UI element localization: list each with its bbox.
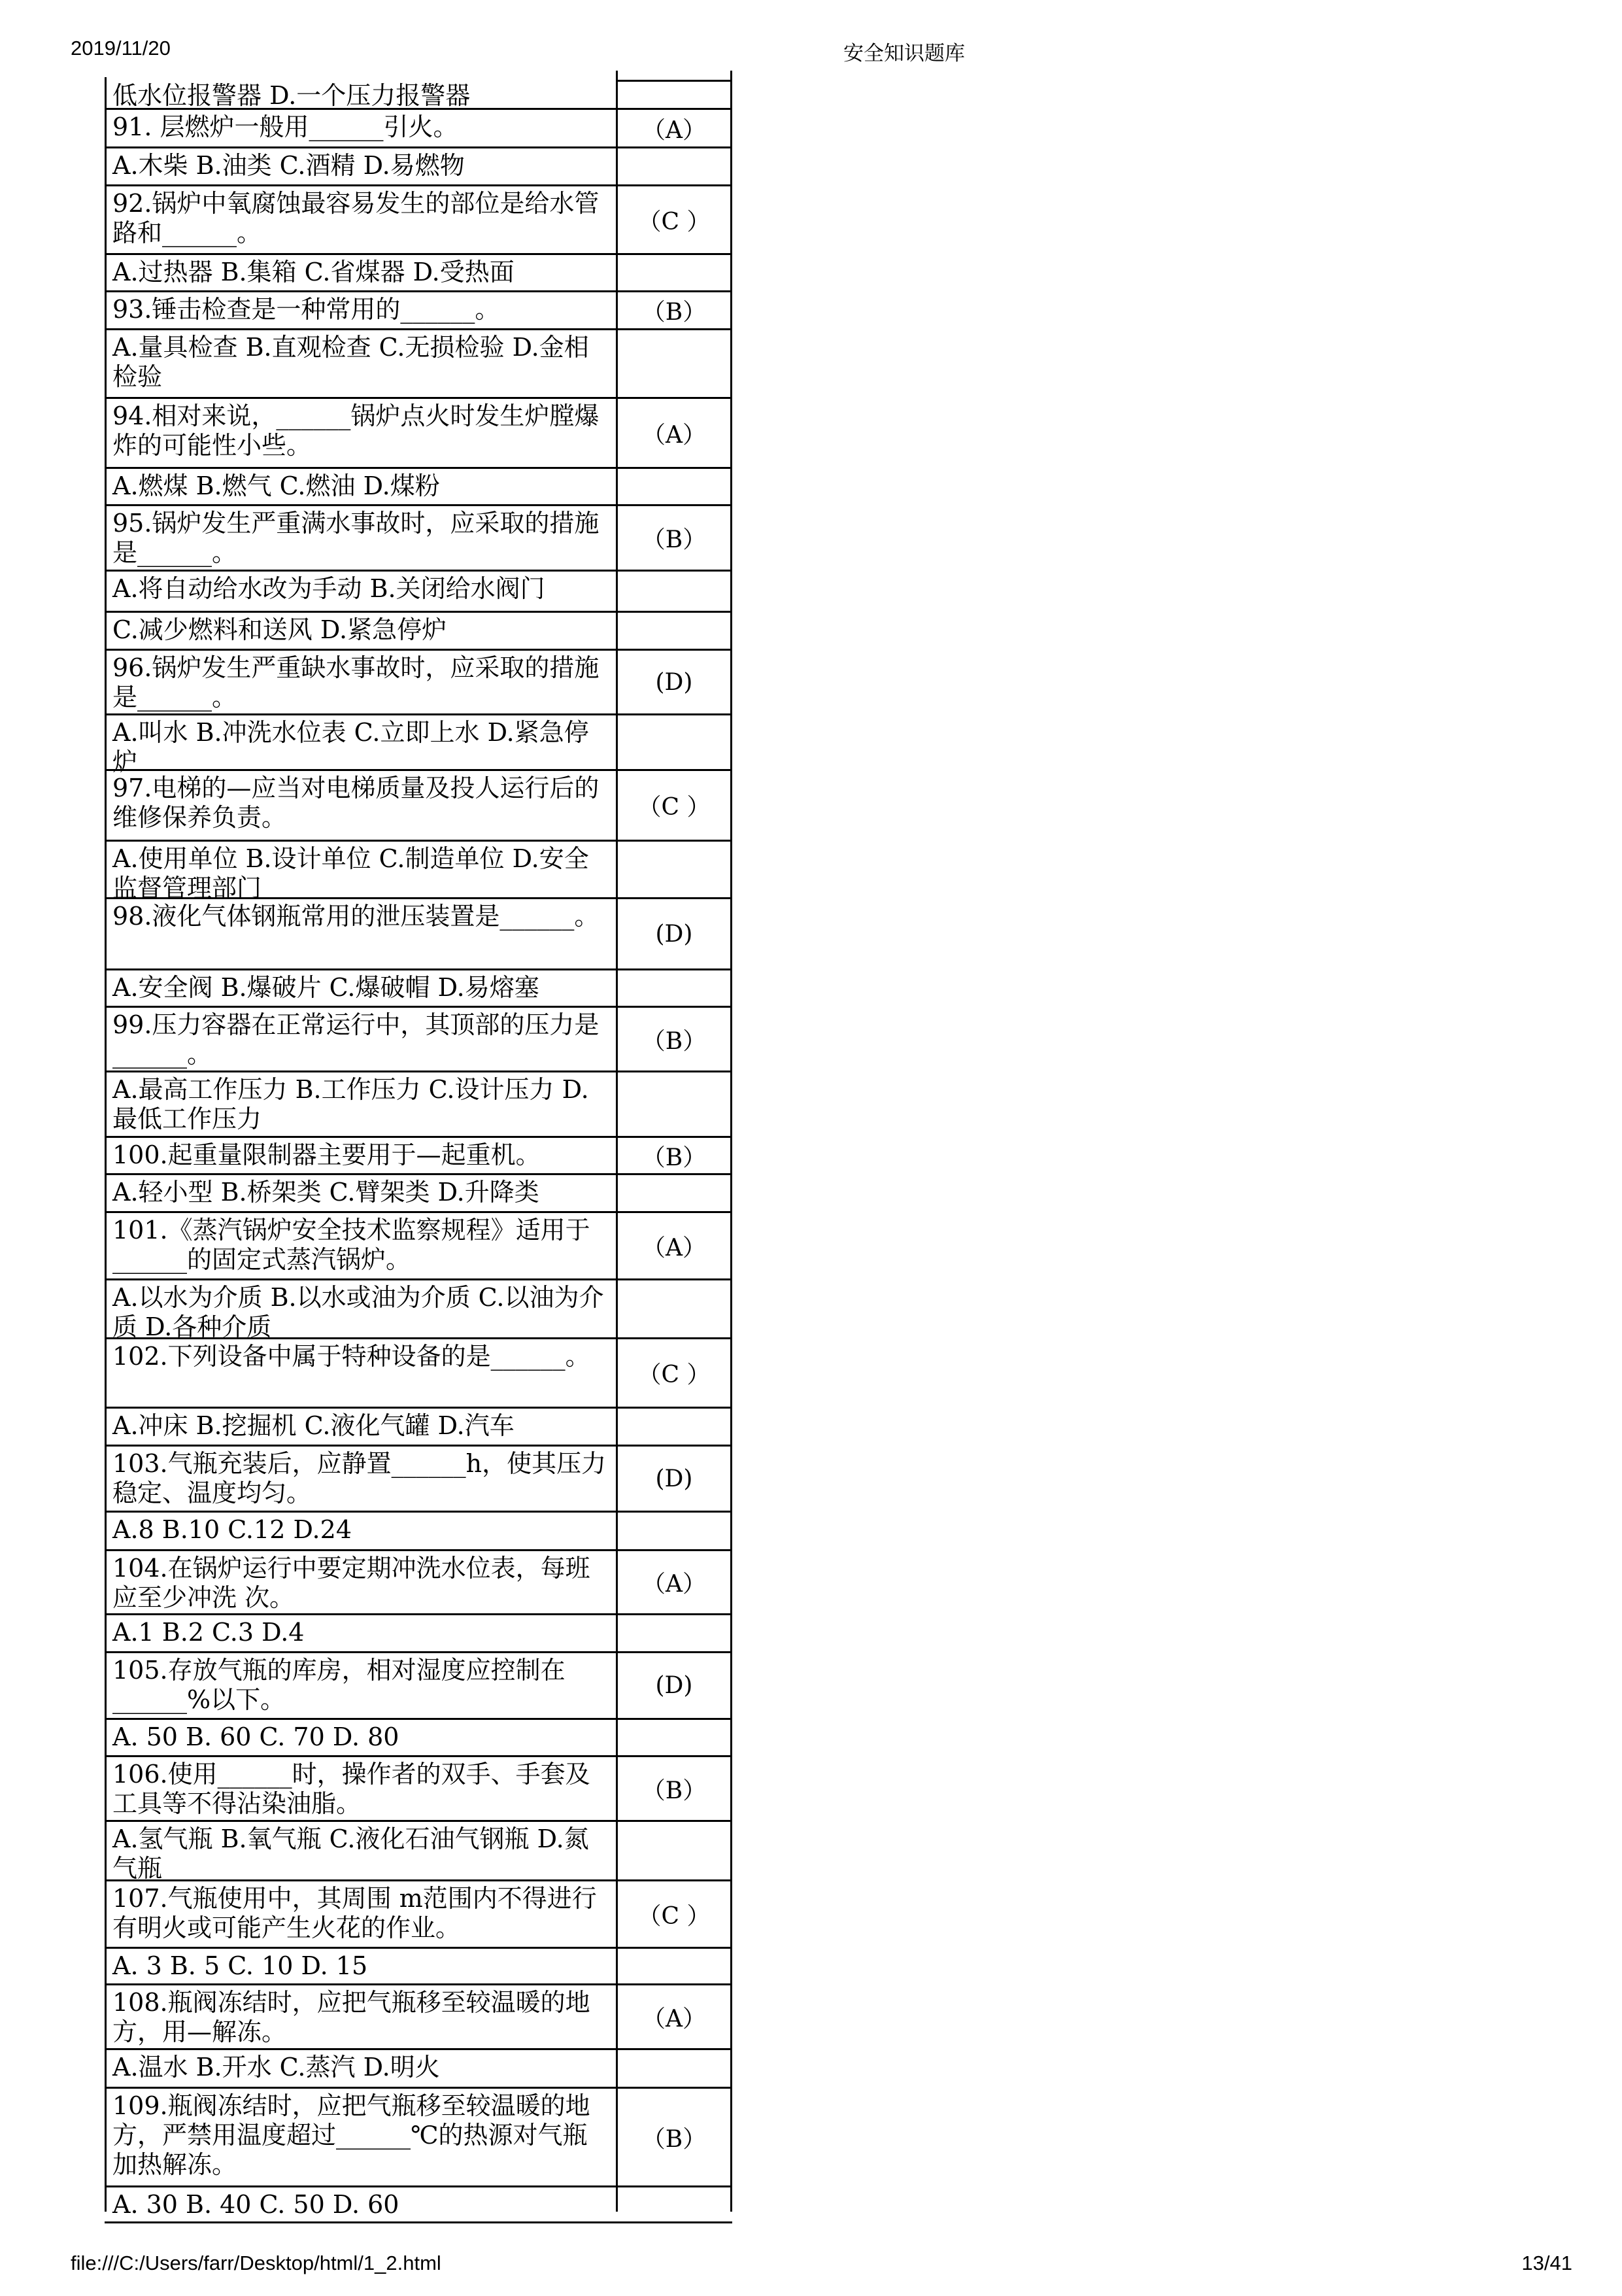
options-text: A.燃煤 B.燃气 C.燃油 D.煤粉: [112, 471, 440, 500]
options-row: [105, 1513, 732, 1551]
question-row: [105, 771, 732, 842]
answer-cell: [618, 148, 730, 184]
answer-cell: （B）: [641, 1777, 707, 1804]
answer-cell: [618, 1072, 730, 1136]
answer-cell: [618, 1720, 730, 1755]
answer-cell: [618, 572, 730, 611]
answer-cell: （A）: [642, 116, 706, 144]
options-row: [105, 1720, 732, 1757]
question-text: 101.《蒸汽锅炉安全技术监察规程》适用于______的固定式蒸汽锅炉。: [112, 1216, 590, 1274]
options-row: [105, 1949, 732, 1985]
answer-cell: （A）: [642, 1234, 706, 1261]
question-text: 109.瓶阀冻结时，应把气瓶移至较温暖的地方，严禁用温度超过______℃的热源对气瓶加热解冻。: [112, 2091, 590, 2179]
answer-cell: [618, 2050, 730, 2087]
answer-cell: （A）: [642, 1571, 706, 1598]
options-text: A. 30 B. 40 C. 50 D. 60: [112, 2190, 399, 2219]
question-text: 103.气瓶充装后，应静置______h，使其压力稳定、温度均匀。: [112, 1449, 607, 1507]
options-row: [105, 1072, 732, 1138]
options-row: [105, 78, 732, 110]
question-row: [105, 1881, 732, 1949]
question-row: [105, 2089, 732, 2187]
question-text: 95.锅炉发生严重满水事故时，应采取的措施是______。: [112, 509, 600, 567]
answer-cell: [618, 1615, 730, 1651]
question-row: [105, 292, 732, 330]
question-row: [105, 1653, 732, 1720]
options-text: A.叫水 B.冲洗水位表 C.立即上水 D.紧急停炉: [112, 718, 589, 776]
options-row: [105, 970, 732, 1008]
page-title: 安全知识题库: [843, 42, 965, 65]
question-text: 102.下列设备中属于特种设备的是______。: [112, 1342, 590, 1371]
answer-cell: [618, 1175, 730, 1211]
question-text: 100.起重量限制器主要用于—起重机。: [112, 1140, 541, 1169]
options-text: C.减少燃料和送风 D.紧急停炉: [112, 615, 447, 644]
answer-cell: [618, 715, 730, 769]
options-row: [105, 1175, 732, 1213]
answer-cell: [618, 1513, 730, 1549]
page-number: 13/41: [1521, 2252, 1572, 2274]
options-row: [105, 469, 732, 506]
question-text: 107.气瓶使用中，其周围 m范围内不得进行有明火或可能产生火花的作业。: [112, 1884, 597, 1942]
answer-cell: （B）: [641, 526, 707, 553]
question-row: [105, 1213, 732, 1280]
question-row: [105, 651, 732, 715]
options-text: A.过热器 B.集箱 C.省煤器 D.受热面: [112, 258, 515, 286]
options-row: [105, 1822, 732, 1881]
answer-cell: （C ）: [637, 208, 711, 235]
answer-cell: [618, 1949, 730, 1983]
question-row: [105, 1757, 732, 1822]
answer-cell: [618, 1822, 730, 1879]
answer-cell: （B）: [641, 2125, 707, 2153]
question-text: 92.锅炉中氧腐蚀最容易发生的部位是给水管路和______。: [112, 189, 600, 247]
options-text: A.8 B.10 C.12 D.24: [112, 1515, 352, 1544]
options-text: A.将自动给水改为手动 B.关闭给水阀门: [112, 574, 545, 603]
options-row: [105, 255, 732, 292]
options-row: [105, 572, 732, 613]
options-text: A.氢气瓶 B.氧气瓶 C.液化石油气钢瓶 D.氮气瓶: [112, 1825, 589, 1883]
question-row: [105, 399, 732, 469]
question-row: [105, 110, 732, 148]
answer-cell: （B）: [641, 299, 707, 326]
answer-cell: [618, 1409, 730, 1445]
options-row: [105, 1280, 732, 1339]
options-row: [105, 148, 732, 186]
answer-cell: [618, 330, 730, 397]
answer-cell: (D): [655, 1672, 693, 1699]
question-row: [105, 1138, 732, 1175]
answer-cell: （C ）: [637, 794, 711, 821]
options-row: [105, 613, 732, 651]
options-text: A.冲床 B.挖掘机 C.液化气罐 D.汽车: [112, 1411, 515, 1440]
answer-cell: （B）: [641, 1027, 707, 1055]
options-text: A.量具检查 B.直观检查 C.无损检验 D.金相检验: [112, 333, 589, 391]
answer-cell: [618, 2187, 730, 2221]
options-text: A.安全阀 B.爆破片 C.爆破帽 D.易熔塞: [112, 973, 539, 1002]
question-row: [105, 506, 732, 572]
question-text: 97.电梯的—应当对电梯质量及投人运行后的维修保养负责。: [112, 774, 600, 832]
options-text: A.1 B.2 C.3 D.4: [112, 1618, 305, 1647]
question-text: 93.锤击检查是一种常用的______。: [112, 295, 500, 324]
options-row: [105, 2050, 732, 2089]
options-text: 低水位报警器 D.一个压力报警器: [112, 81, 471, 110]
answer-cell: (D): [655, 1465, 693, 1492]
answer-cell: [618, 613, 730, 649]
question-text: 108.瓶阀冻结时，应把气瓶移至较温暖的地方，用—解冻。: [112, 1988, 590, 2046]
question-text: 96.锅炉发生严重缺水事故时，应采取的措施是______。: [112, 653, 600, 711]
file-path: file:///C:/Users/farr/Desktop/html/1_2.html: [71, 2252, 441, 2274]
question-row: [105, 1551, 732, 1615]
options-text: A.以水为介质 B.以水或油为介质 C.以油为介质 D.各种介质: [112, 1283, 604, 1341]
question-row: [105, 899, 732, 970]
answer-cell: （B）: [641, 1144, 707, 1171]
question-row: [105, 1008, 732, 1072]
options-row: [105, 330, 732, 399]
question-text: 104.在锅炉运行中要定期冲洗水位表，每班应至少冲洗 次。: [112, 1554, 590, 1612]
answer-cell: (D): [655, 920, 693, 948]
options-text: A.轻小型 B.桥架类 C.臂架类 D.升降类: [112, 1178, 539, 1207]
question-text: 99.压力容器在正常运行中，其顶部的压力是______。: [112, 1010, 600, 1069]
question-row: [105, 1985, 732, 2050]
options-row: [105, 715, 732, 776]
answer-cell: (D): [655, 668, 693, 696]
answer-cell: （A）: [642, 2005, 706, 2032]
answer-cell: [618, 469, 730, 504]
options-row: [105, 1615, 732, 1653]
options-text: A. 50 B. 60 C. 70 D. 80: [112, 1722, 399, 1751]
options-text: A.温水 B.开水 C.蒸汽 D.明火: [112, 2053, 440, 2082]
question-text: 106.使用______时，操作者的双手、手套及工具等不得沾染油脂。: [112, 1760, 590, 1818]
answer-cell: （A）: [642, 421, 706, 449]
options-row: [105, 2187, 732, 2223]
options-text: A. 3 B. 5 C. 10 D. 15: [112, 1951, 368, 1980]
answer-cell: （C ）: [637, 1902, 711, 1930]
answer-cell: [618, 78, 730, 108]
print-date: 2019/11/20: [71, 37, 171, 60]
answer-cell: [618, 842, 730, 897]
options-text: A.最高工作压力 B.工作压力 C.设计压力 D.最低工作压力: [112, 1075, 589, 1133]
options-text: A.使用单位 B.设计单位 C.制造单位 D.安全监督管理部门: [112, 844, 589, 902]
question-row: [105, 1339, 732, 1409]
question-row: [105, 1447, 732, 1513]
question-text: 94.相对来说，______锅炉点火时发生炉膛爆炸的可能性小些。: [112, 402, 600, 460]
answer-cell: （C ）: [637, 1362, 711, 1388]
options-row: [105, 1409, 732, 1447]
answer-cell: [618, 970, 730, 1006]
options-text: A.木柴 B.油类 C.酒精 D.易燃物: [112, 151, 465, 180]
question-text: 98.液化气体钢瓶常用的泄压装置是______。: [112, 902, 600, 931]
question-row: [105, 186, 732, 255]
question-text: 105.存放气瓶的库房，相对湿度应控制在______%以下。: [112, 1656, 566, 1714]
options-row: [105, 842, 732, 902]
answer-cell: [618, 1280, 730, 1337]
question-text: 91. 层燃炉一般用______引火。: [112, 112, 458, 141]
answer-cell: [618, 255, 730, 290]
